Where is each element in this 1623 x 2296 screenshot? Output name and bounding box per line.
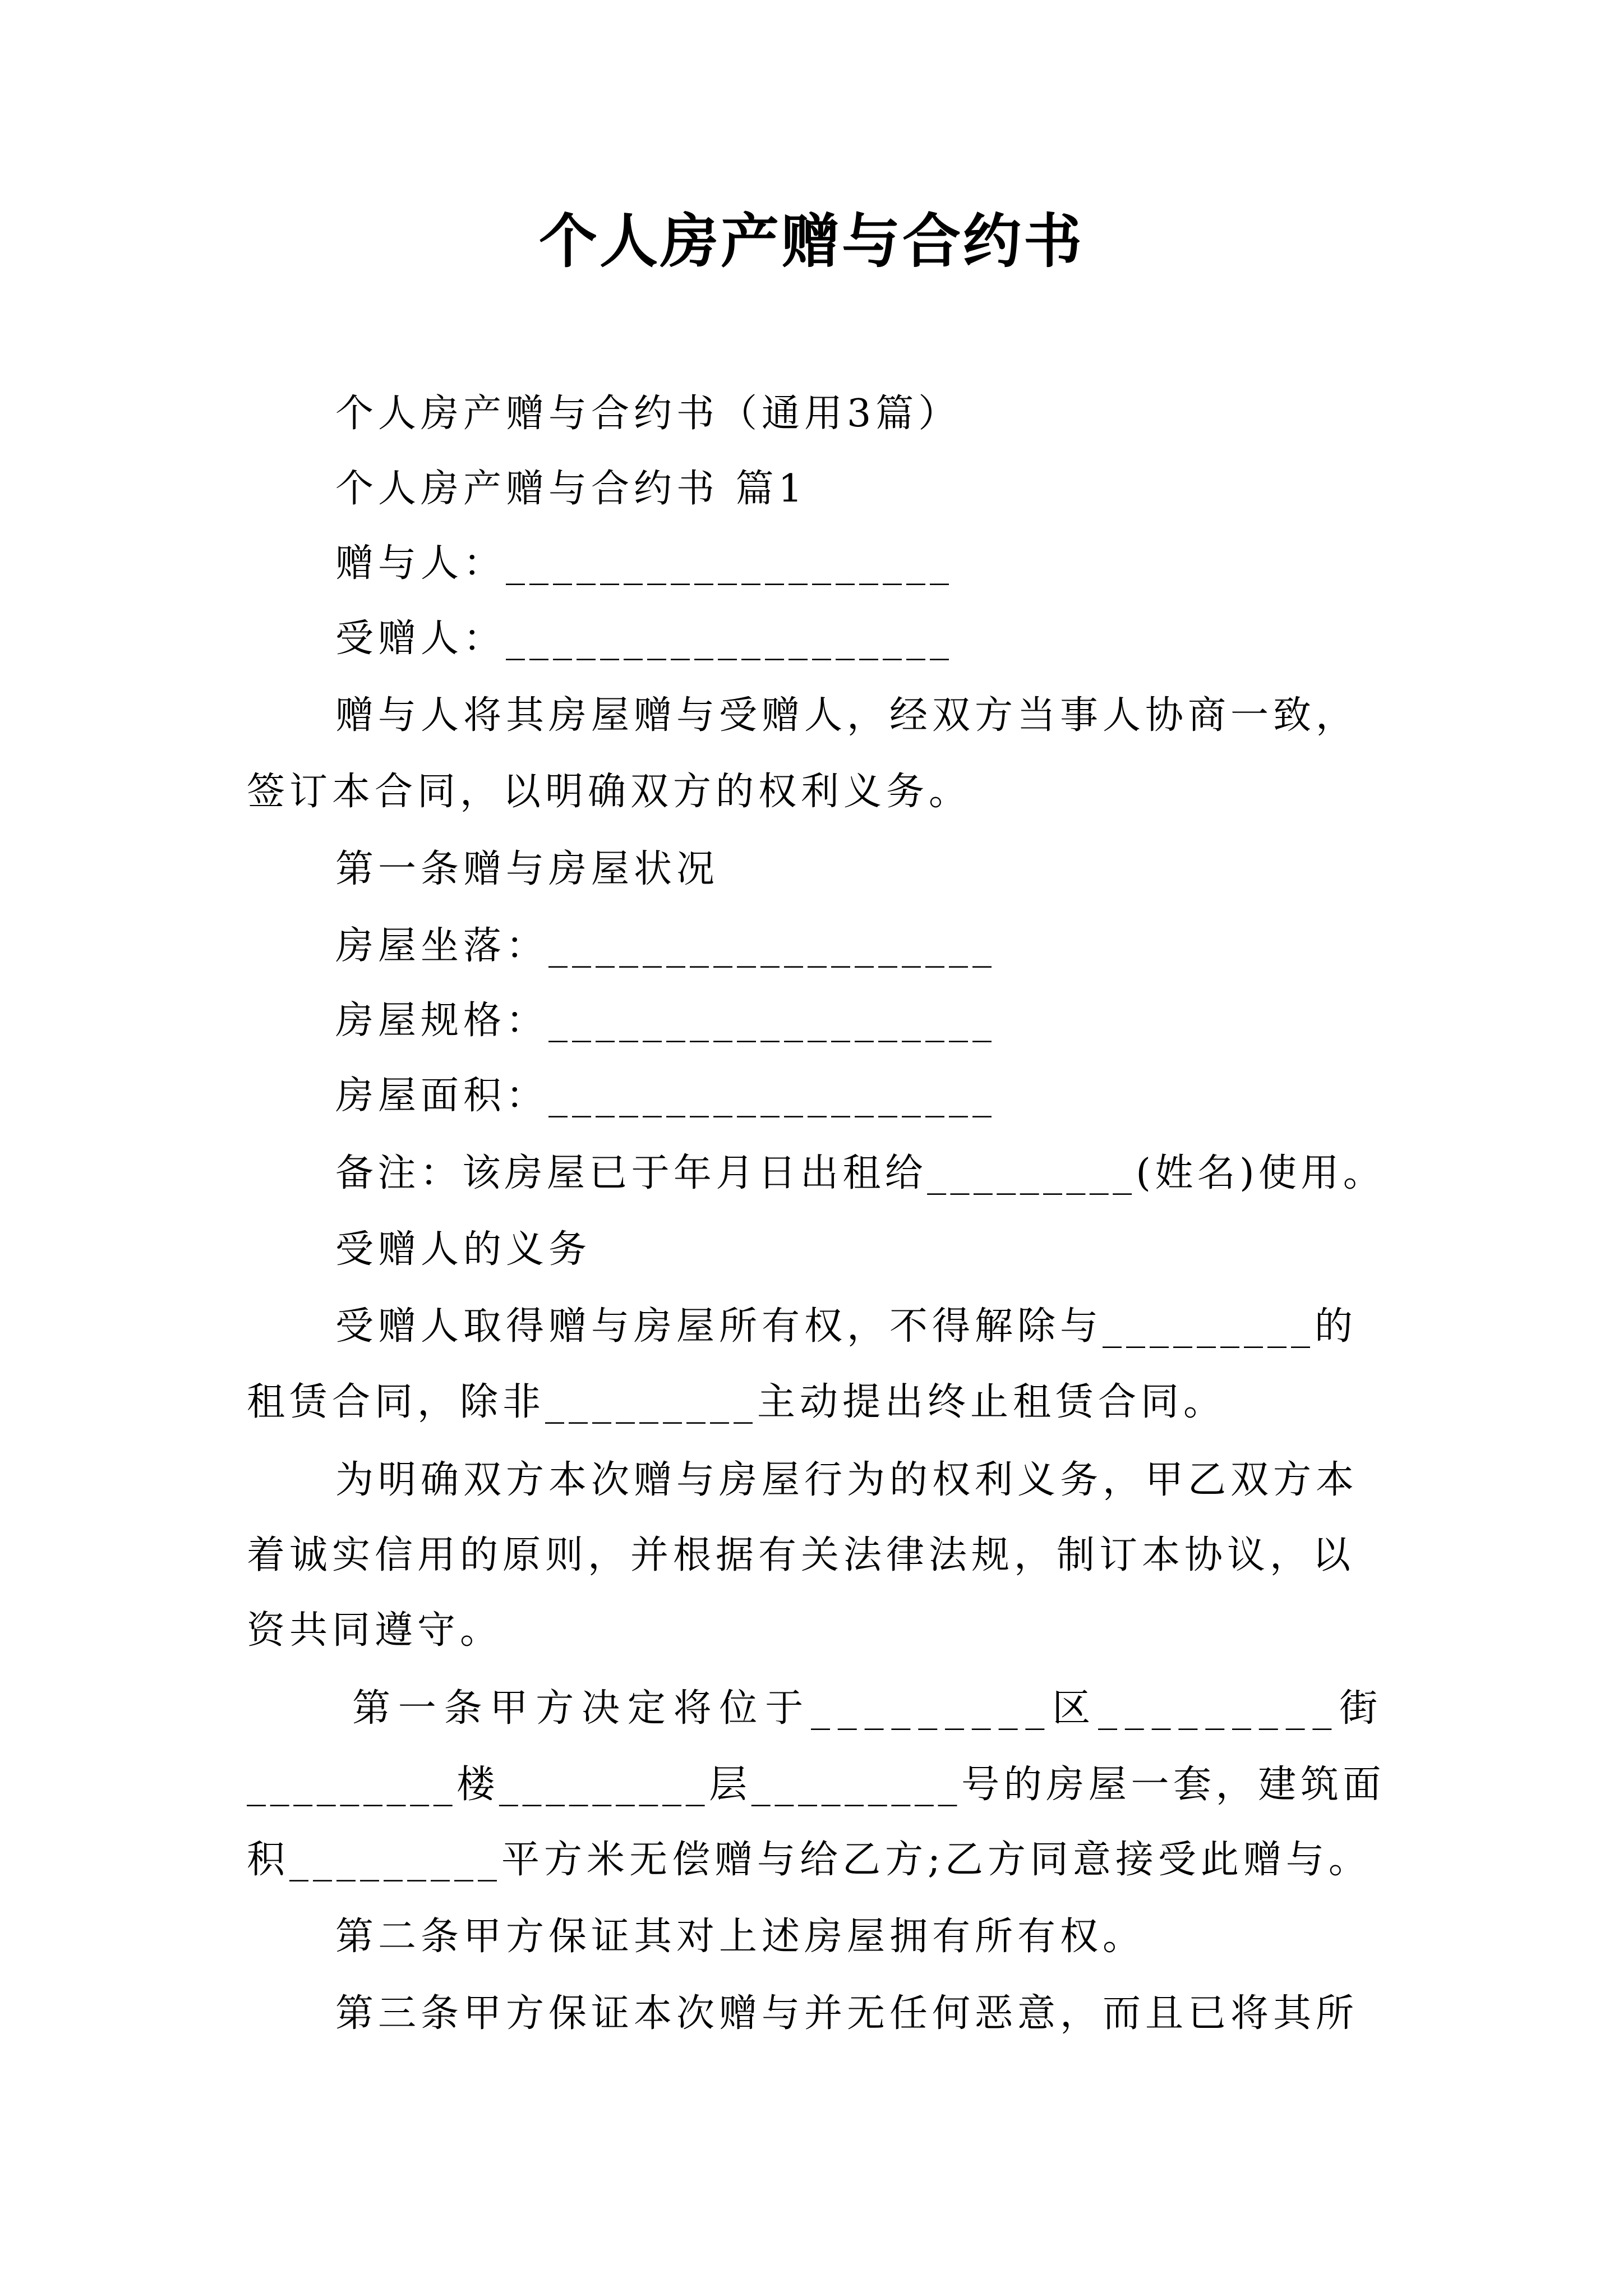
paragraph-line: 租赁合同，除非_________主动提出终止租赁合同。 (247, 1380, 1227, 1424)
paragraph-line: 着诚实信用的原则，并根据有关法律法规，制订本协议，以 (247, 1533, 1355, 1577)
donee-field: 受赠人：___________________ (335, 616, 954, 661)
paragraph-line: 赠与人将其房屋赠与受赠人，经双方当事人协商一致， (335, 693, 1359, 738)
clause-heading: 第一条赠与房屋状况 (335, 847, 720, 891)
remark-line: 备注：该房屋已于年月日出租给_________(姓名)使用。 (335, 1151, 1386, 1195)
clause-line: 第三条甲方保证本次赠与并无任何恶意，而且已将其所 (335, 1991, 1359, 2036)
document-title: 个人房产赠与合约书 (538, 206, 1084, 275)
paragraph-line: 受赠人取得赠与房屋所有权，不得解除与_________的 (335, 1304, 1358, 1349)
house-location-field: 房屋坐落：___________________ (335, 924, 997, 968)
paragraph-line: 资共同遵守。 (247, 1608, 503, 1653)
paragraph-line: 第一条甲方决定将位于_________区_________街 (352, 1686, 1386, 1731)
paragraph-line: 签订本合同，以明确双方的权利义务。 (247, 770, 972, 814)
paragraph-line: 积_________平方米无偿赠与给乙方;乙方同意接受此赠与。 (247, 1838, 1371, 1882)
subtitle-line: 个人房产赠与合约书（通用3篇） (335, 392, 961, 436)
paragraph-line: 为明确双方本次赠与房屋行为的权利义务，甲乙双方本 (335, 1458, 1359, 1502)
section-heading: 个人房产赠与合约书 篇1 (335, 467, 807, 511)
house-area-field: 房屋面积：___________________ (335, 1074, 997, 1118)
clause-heading: 受赠人的义务 (335, 1227, 592, 1272)
clause-line: 第二条甲方保证其对上述房屋拥有所有权。 (335, 1915, 1146, 1959)
donor-field: 赠与人：___________________ (335, 541, 954, 586)
house-spec-field: 房屋规格：___________________ (335, 999, 997, 1043)
paragraph-line: _________楼_________层_________号的房屋一套，建筑面 (247, 1763, 1386, 1807)
